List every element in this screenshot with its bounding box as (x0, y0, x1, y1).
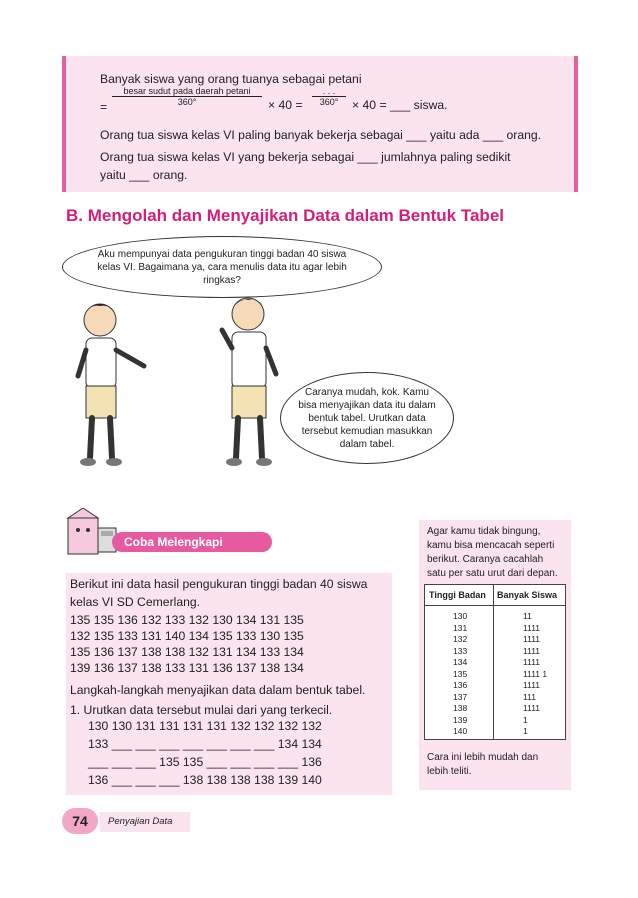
tally-header-height: Tinggi Badan (429, 590, 486, 600)
least-job-question: Orang tua siswa kelas VI yang bekerja sebagai ___ jumlahnya paling sedikit (100, 150, 511, 164)
tally-header-count: Banyak Siswa (497, 590, 558, 600)
side-bottom-1: Cara ini lebih mudah dan (427, 752, 539, 763)
side-note-4: satu per satu urut dari depan. (427, 568, 558, 579)
tally-header-divider (425, 605, 565, 606)
fraction-2-denominator: 360° (319, 97, 339, 107)
tally-count-cell: 1111 (523, 703, 541, 713)
step-1: 1. Urutkan data tersebut mulai dari yang terkecil. (70, 703, 333, 717)
steps-heading: Langkah-langkah menyajikan data dalam bentuk tabel. (70, 683, 366, 697)
tally-height-cell: 131 (453, 622, 468, 633)
speech-right-text: Caranya mudah, kok. Kamu bisa menyajikan data itu dalam bentuk tabel. Urutkan data tersebut kemudian masukkan dalam tabel. (298, 386, 436, 450)
fraction-2-numerator: . . . (312, 86, 346, 97)
boy-right-figure (222, 298, 276, 466)
data-row-3: 135 136 137 138 138 132 131 134 133 134 (70, 645, 304, 659)
most-job-question: Orang tua siswa kelas VI paling banyak bekerja sebagai ___ yaitu ada ___ orang. (100, 128, 542, 142)
side-note-2: kamu bisa mencacah seperti (427, 540, 555, 551)
tally-count-cell: 1 (523, 726, 528, 736)
sequence-row-2: 133 ___ ___ ___ ___ ___ ___ ___ 134 134 (88, 737, 322, 751)
tally-count-cell: 1111 (523, 657, 541, 667)
tally-column-divider (493, 585, 494, 739)
data-row-4: 139 136 137 138 133 131 136 137 138 134 (70, 661, 304, 675)
sequence-row-1: 130 130 131 131 131 131 132 132 132 132 (88, 719, 322, 733)
side-bottom-2: lebih teliti. (427, 766, 472, 777)
footer-label: Penyajian Data (100, 812, 190, 832)
sequence-row-4: 136 ___ ___ ___ 138 138 138 138 139 140 (88, 773, 322, 787)
coba-melengkapi-header: Coba Melengkapi (112, 532, 272, 552)
tally-count-cell: 1111 1 (523, 668, 548, 679)
sequence-row-3: ___ ___ ___ 135 135 ___ ___ ___ ___ 136 (88, 755, 322, 769)
task-intro-1: Berikut ini data hasil pengukuran tinggi badan 40 siswa (70, 577, 368, 591)
section-title: B. Mengolah dan Menyajikan Data dalam Bentuk Tabel (66, 206, 504, 225)
times-40-a: × 40 = (268, 98, 303, 112)
tally-table (424, 584, 566, 740)
speech-bubble-left (62, 236, 382, 298)
tally-height-cell: 134 (453, 657, 468, 667)
task-intro-2: kelas VI SD Cemerlang. (70, 595, 201, 609)
tally-height-cell: 140 (453, 726, 468, 736)
fraction-2 (312, 86, 346, 107)
tally-height-cell: 139 (453, 714, 468, 725)
tally-height-cell: 135 (453, 668, 468, 679)
two-boys-illustration (60, 290, 300, 480)
boy-left-figure (78, 304, 144, 466)
tally-count-cell: 1111 (523, 634, 541, 644)
speech-left-text: Aku mempunyai data pengukuran tinggi badan 40 siswa kelas VI. Bagaimana ya, cara menulis data itu agar lebih ringkas? (97, 248, 347, 286)
tally-count-cell: 11 (523, 611, 532, 621)
side-note-3: berikut. Caranya cacahlah (427, 554, 544, 565)
tally-count-cell: 1111 (523, 645, 541, 656)
least-job-question-cont: yaitu ___ orang. (100, 168, 188, 182)
times-40-b: × 40 = ___ siswa. (352, 98, 448, 112)
pencil-calculator-icon (64, 508, 118, 558)
fraction-1-denominator: 360° (177, 97, 197, 107)
task-box (66, 573, 392, 795)
page-number: 74 (62, 808, 98, 834)
side-note-1: Agar kamu tidak bingung, (427, 526, 541, 537)
data-row-2: 132 135 133 131 140 134 135 133 130 135 (70, 629, 304, 643)
tally-height-cell: 138 (453, 703, 468, 713)
tally-count-cell: 1 (523, 714, 528, 725)
exercise-box (62, 56, 578, 192)
tally-height-cell: 130 (453, 611, 468, 621)
tally-height-cell: 136 (453, 680, 468, 690)
equals-sign: = (100, 100, 108, 114)
fraction-1 (112, 86, 262, 107)
speech-bubble-right (280, 372, 454, 464)
tally-height-cell: 137 (453, 691, 468, 702)
fraction-1-numerator: besar sudut pada daerah petani (112, 86, 262, 97)
tally-count-cell: 1111 (523, 622, 541, 633)
tally-count-cell: 1111 (523, 680, 541, 690)
tally-height-cell: 133 (453, 645, 468, 656)
farmer-question: Banyak siswa yang orang tuanya sebagai petani (100, 72, 362, 86)
data-row-1: 135 135 136 132 133 132 130 134 131 135 (70, 613, 304, 627)
tally-count-cell: 111 (523, 691, 536, 702)
tally-height-cell: 132 (453, 634, 468, 644)
